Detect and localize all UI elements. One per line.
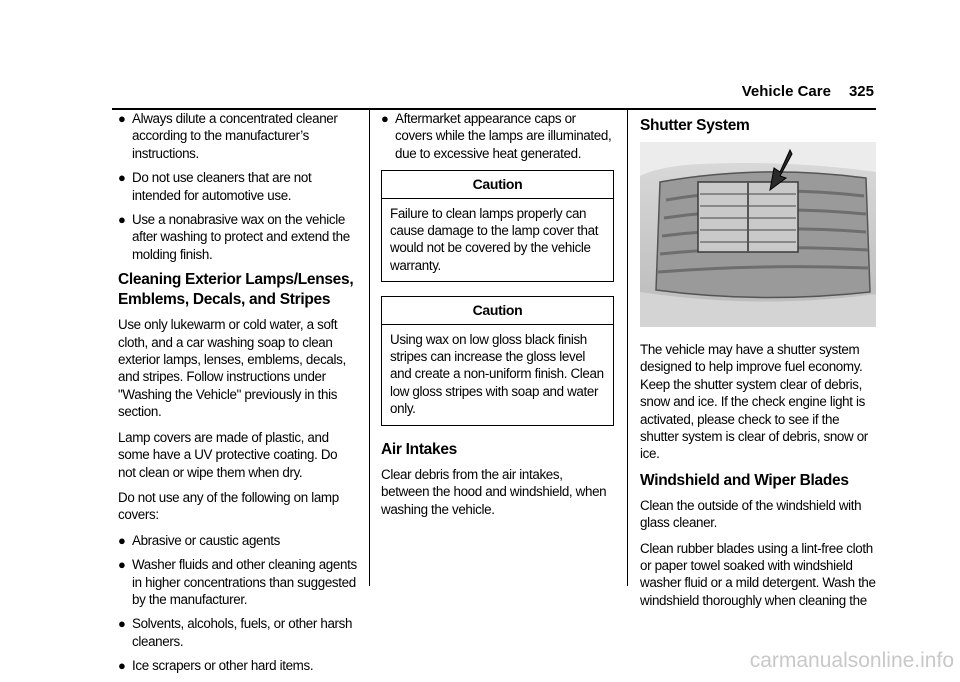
list-item: ● Always dilute a concentrated cleaner according to the manufacturer’s instructions. [118,111,338,161]
list-item: ● Aftermarket appearance caps or covers while the lamps are illuminated, due to excessive heat generated. [381,111,612,161]
heading-air-intakes: Air Intakes [381,440,457,458]
heading-cleaning-exterior-lamps: Cleaning Exterior Lamps/Lenses, Emblems, Decals, and Stripes [118,271,354,309]
column-2 [381,110,614,526]
paragraph: The vehicle may have a shutter system designed to help improve fuel economy. Keep the shutter system clear of debris, snow and ice. If the check engine light is activated, please check to see if the shutter system is clear of debris, snow or ice. [640,342,868,462]
bullet-icon: ● [118,212,126,228]
caution-title: Caution [382,297,613,324]
column-divider-1 [369,108,370,586]
bullet-icon: ● [118,170,126,186]
heading-windshield-wiper-blades: Windshield and Wiper Blades [640,471,849,489]
caution-box [381,170,614,282]
list-item: ● Washer fluids and other cleaning agents in higher concentrations than suggested by the manufacturer. [118,557,357,607]
caution-title: Caution [382,171,613,198]
page-header [742,83,874,100]
column-1 [118,110,358,682]
paragraph: Clean the outside of the windshield with glass cleaner. [640,497,862,531]
paragraph: Clear debris from the air intakes, between the hood and windshield, when washing the vehicle. [381,466,607,517]
paragraph: Use only lukewarm or cold water, a soft cloth, and a car washing soap to clean exterior lamps, lenses, emblems, decals, and stripes. Follow instructions under "Washing the Vehicle" previously in this section. [118,317,346,420]
caution-body: Failure to clean lamps properly can cause damage to the lamp cover that would not be covered by the vehicle warranty. [390,205,599,273]
shutter-system-photo [640,142,876,327]
heading-shutter-system: Shutter System [640,117,750,134]
paragraph: Lamp covers are made of plastic, and some have a UV protective coating. Do not clean or wipe them when dry. [118,429,338,480]
caution-body: Using wax on low gloss black finish stripes can increase the gloss level and create a non-uniform finish. Clean low gloss stripes with soap and water only. [390,331,604,417]
bullet-icon: ● [381,111,389,126]
column-divider-2 [627,108,628,586]
paragraph: Do not use any of the following on lamp covers: [118,489,339,523]
bullet-icon: ● [118,557,126,573]
list-item: ● Solvents, alcohols, fuels, or other harsh cleaners. [118,616,353,649]
paragraph: Clean rubber blades using a lint-free cloth or paper towel soaked with windshield washer fluid or a mild detergent. Wash the windshield thoroughly when cleaning the [640,540,876,608]
list-item: ● Do not use cleaners that are not intended for automotive use. [118,170,312,203]
bullet-icon: ● [118,616,126,632]
page-number: 325 [848,83,874,100]
watermark: carmanualsonline.info [749,649,954,672]
bullet-icon: ● [118,658,126,674]
bullet-icon: ● [118,111,126,126]
section-title: Vehicle Care [741,83,831,100]
list-item: ● Ice scrapers or other hard items. [118,658,314,674]
bullet-icon: ● [118,532,126,548]
caution-box [381,296,614,425]
list-item: ● Abrasive or caustic agents [118,532,280,548]
list-item: ● Use a nonabrasive wax on the vehicle after washing to protect and extend the molding finish. [118,212,350,262]
column-3 [640,110,876,617]
